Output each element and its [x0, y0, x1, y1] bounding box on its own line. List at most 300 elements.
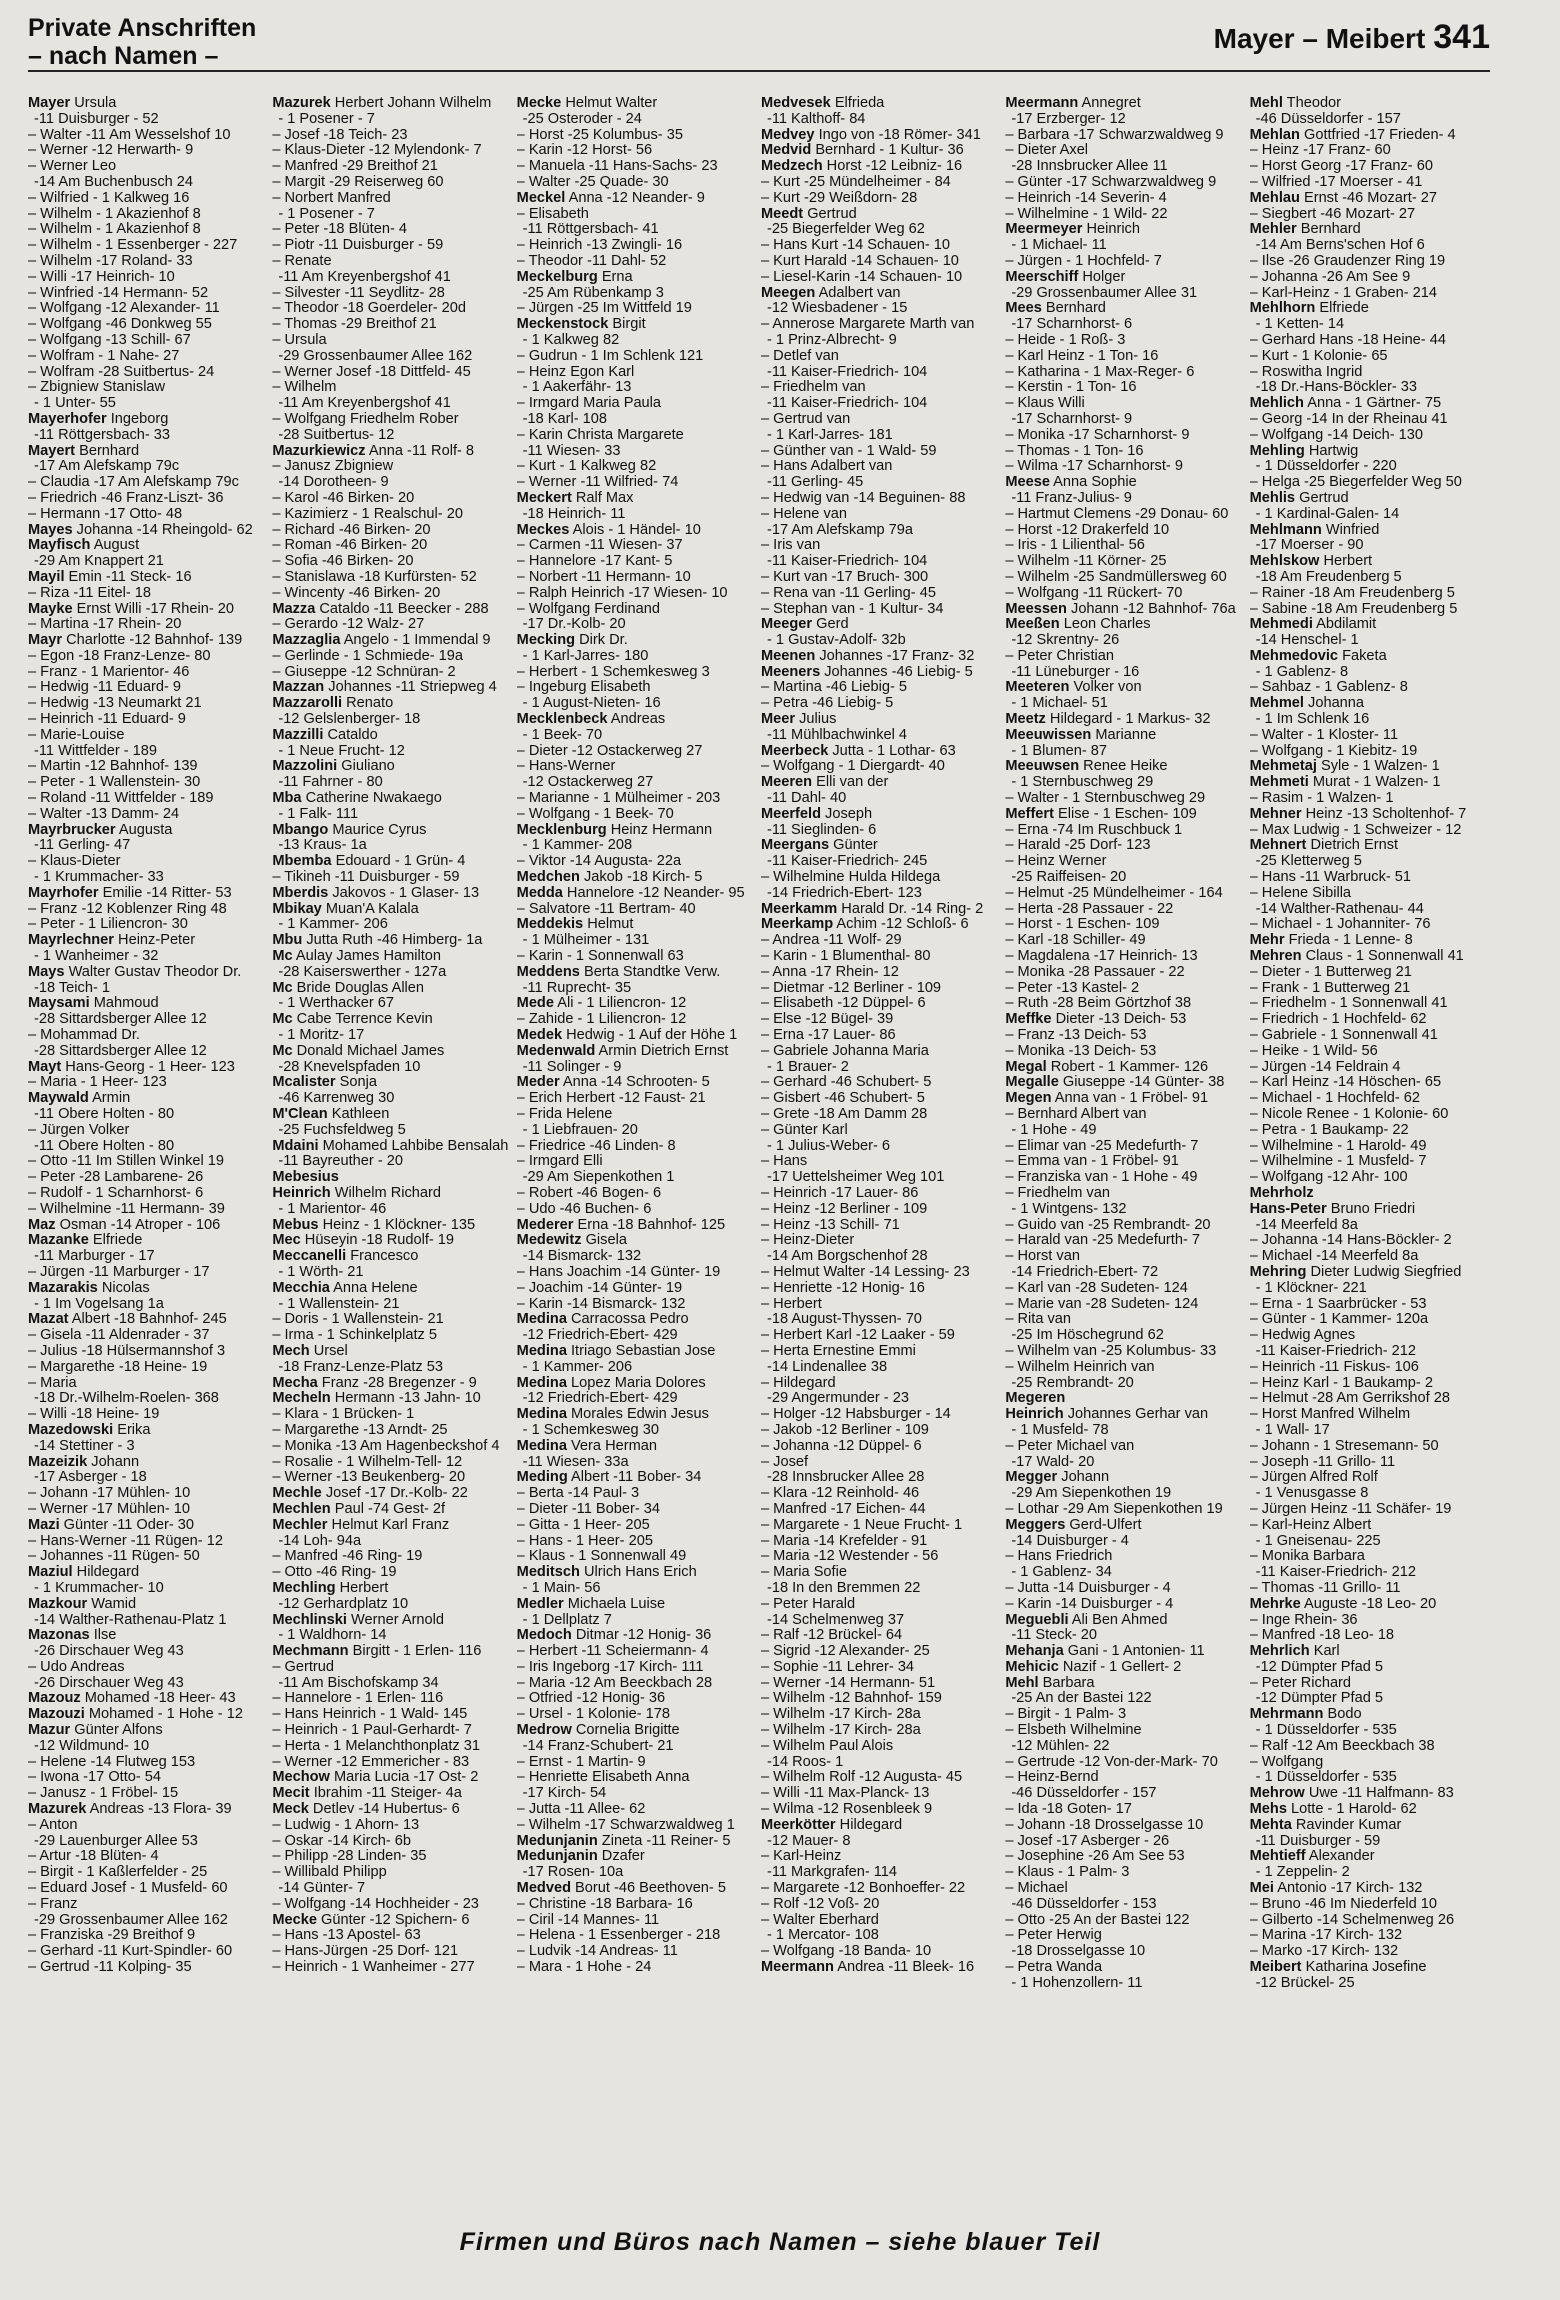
- entry-surname: Meding Albert -11 Bober- 34: [516, 1470, 702, 1486]
- entry-related: – Wilhelmine -11 Hermann- 39: [28, 1201, 225, 1217]
- entry-address: -11 Sieglinden- 6: [766, 822, 877, 838]
- entry-address: -11 Fahrner - 80: [278, 775, 383, 791]
- entry-related: – Heinz Karl - 1 Baukamp- 2: [1249, 1375, 1433, 1391]
- entry-related: – Elisabeth: [516, 206, 589, 222]
- entry-related: – Norbert Manfred: [272, 190, 391, 206]
- entry-related: – Kurt -25 Mündelheimer - 84: [760, 174, 951, 190]
- entry-surname: Meck Detlev -14 Hubertus- 6: [272, 1802, 460, 1818]
- entry-related: – Heinrich -14 Severin- 4: [1005, 190, 1167, 206]
- entry-surname: Mazzaglia Angelo - 1 Immendal 9: [272, 633, 491, 649]
- entry-related: – Frank - 1 Butterweg 21: [1249, 980, 1411, 996]
- entry-related: – Irma - 1 Schinkelplatz 5: [272, 1328, 437, 1344]
- entry-related: – Andrea -11 Wolf- 29: [760, 933, 902, 949]
- entry-related: – Günter -17 Schwarzwaldweg 9: [1005, 174, 1217, 190]
- entry-related: – Stanislawa -18 Kurfürsten- 52: [272, 569, 477, 585]
- entry-related: – Peter Herwig: [1005, 1928, 1102, 1944]
- entry-related: – Margarethe -18 Heine- 19: [28, 1359, 208, 1375]
- entry-related: – Karl -18 Schiller- 49: [1005, 933, 1146, 949]
- entry-related: – Klaus-Dieter: [28, 854, 121, 870]
- entry-address: - 1 Liebfrauen- 20: [522, 1122, 638, 1138]
- entry-related: – Michael: [1005, 1881, 1068, 1897]
- listing-column-6: [1250, 96, 1490, 2206]
- entry-address: - 1 Wall- 17: [1255, 1422, 1330, 1438]
- entry-address: -14 Bismarck- 132: [522, 1249, 642, 1265]
- entry-address: -11 Bayreuther - 20: [278, 1154, 403, 1170]
- entry-surname: Mecklenbeck Andreas: [516, 712, 666, 728]
- entry-related: – Julius -18 Hülsermannshof 3: [28, 1343, 226, 1359]
- entry-related: – Christine -18 Barbara- 16: [516, 1896, 693, 1912]
- page-running-head: [1214, 18, 1490, 57]
- entry-related: – Ida -18 Goten- 17: [1005, 1802, 1132, 1818]
- entry-related: – Irmgard Maria Paula: [516, 396, 662, 412]
- entry-related: – Birgit - 1 Palm- 3: [1005, 1707, 1127, 1723]
- entry-surname: Mech Ursel: [272, 1343, 348, 1359]
- entry-related: – Sigrid -12 Alexander- 25: [760, 1644, 930, 1660]
- entry-related: – Wilfried - 1 Kalkweg 16: [28, 190, 190, 206]
- entry-related: – Eduard Josef - 1 Musfeld- 60: [28, 1881, 228, 1897]
- entry-related: – Josef: [760, 1454, 809, 1470]
- entry-address: -25 Raiffeisen- 20: [1011, 870, 1127, 886]
- listing-column-1: [28, 96, 268, 2206]
- entry-related: – Franz - 1 Marientor- 46: [28, 664, 190, 680]
- entry-related: – Annerose Margarete Marth van: [760, 317, 975, 333]
- entry-related: – Helmut -25 Mündelheimer - 164: [1005, 885, 1223, 901]
- entry-related: – Jürgen -14 Feldrain 4: [1249, 1059, 1401, 1075]
- entry-related: – Dieter -11 Bober- 34: [516, 1501, 660, 1517]
- entry-surname: Mazzarolli Renato: [272, 696, 394, 712]
- entry-surname: Mechlinski Werner Arnold: [272, 1612, 445, 1628]
- entry-related: – Ludvik -14 Andreas- 11: [516, 1944, 678, 1960]
- entry-related: – Manfred -18 Leo- 18: [1249, 1628, 1395, 1644]
- section-heading: [28, 14, 256, 70]
- entry-related: – Monika -17 Scharnhorst- 9: [1005, 427, 1190, 443]
- entry-surname: Mbango Maurice Cyrus: [272, 822, 427, 838]
- entry-address: - 1 Kammer- 206: [522, 1359, 633, 1375]
- entry-surname: Mayke Ernst Willi -17 Rhein- 20: [28, 601, 235, 617]
- entry-address: -29 Lauenburger Allee 53: [34, 1833, 198, 1849]
- entry-related: – Wilhelm -25 Sandmüllersweg 60: [1005, 569, 1227, 585]
- entry-surname: Meckel Anna -12 Neander- 9: [516, 190, 705, 206]
- entry-related: – Wolfgang - 1 Kiebitz- 19: [1249, 743, 1418, 759]
- entry-related: – Wolfgang -18 Banda- 10: [760, 1944, 932, 1960]
- entry-address: - 1 Kalkweg 82: [522, 332, 620, 348]
- entry-surname: Mees Bernhard: [1005, 301, 1106, 317]
- entry-address: - 1 Zeppelin- 2: [1255, 1865, 1350, 1881]
- entry-address: -14 Schelmenweg 37: [766, 1612, 905, 1628]
- entry-related: – Peter Harald: [760, 1596, 856, 1612]
- entry-address: - 1 Klöckner- 221: [1255, 1280, 1367, 1296]
- entry-related: – Philipp -28 Linden- 35: [272, 1849, 427, 1865]
- entry-surname: Mehrholz: [1249, 1185, 1314, 1201]
- entry-related: – Berta -14 Paul- 3: [516, 1486, 640, 1502]
- entry-related: – Otto -25 An der Bastei 122: [1005, 1912, 1190, 1928]
- entry-related: – Friedhelm - 1 Sonnenwall 41: [1249, 996, 1448, 1012]
- entry-related: – Petra Wanda: [1005, 1960, 1103, 1976]
- entry-related: – Hannelore -17 Kant- 5: [516, 554, 673, 570]
- entry-surname: Mehlhorn Elfriede: [1249, 301, 1369, 317]
- entry-surname: Meeners Johannes -46 Liebig- 5: [760, 664, 973, 680]
- entry-surname: Meckelburg Erna: [516, 269, 633, 285]
- entry-surname: Mechling Herbert: [272, 1580, 389, 1596]
- entry-related: – Wilhelm -17 Kirch- 28a: [760, 1707, 921, 1723]
- entry-surname: Mehren Claus - 1 Sonnenwall 41: [1249, 949, 1464, 965]
- entry-surname: Heinrich Wilhelm Richard: [272, 1185, 442, 1201]
- entry-address: - 1 Karl-Jarres- 180: [522, 648, 649, 664]
- entry-surname: Megalle Giuseppe -14 Günter- 38: [1005, 1075, 1225, 1091]
- entry-related: – Martina -46 Liebig- 5: [760, 680, 908, 696]
- entry-related: – Wolfgang -46 Donkweg 55: [28, 317, 212, 333]
- entry-related: – Günther van - 1 Wald- 59: [760, 443, 937, 459]
- entry-surname: Medewitz Gisela: [516, 1233, 627, 1249]
- entry-surname: Mazeizik Johann: [28, 1454, 140, 1470]
- entry-address: -11 Kaiser-Friedrich- 104: [766, 554, 928, 570]
- entry-related: – Wilhelm -17 Roland- 33: [28, 253, 193, 269]
- entry-related: – Karl van -28 Sudeten- 124: [1005, 1280, 1188, 1296]
- entry-address: - 1 Moritz- 17: [278, 1028, 365, 1044]
- entry-related: – Willi -11 Max-Planck- 13: [760, 1786, 930, 1802]
- entry-related: – Heinrich -11 Fiskus- 106: [1249, 1359, 1419, 1375]
- entry-surname: Medina Morales Edwin Jesus: [516, 1407, 709, 1423]
- entry-related: – Heinz-Dieter: [760, 1233, 855, 1249]
- entry-related: – Heide - 1 Roß- 3: [1005, 332, 1126, 348]
- entry-address: -11 Markgrafen- 114: [766, 1865, 898, 1881]
- entry-surname: Mehner Heinz -13 Scholtenhof- 7: [1249, 806, 1467, 822]
- entry-related: – Elimar van -25 Medefurth- 7: [1005, 1138, 1199, 1154]
- entry-related: – Wilhelmine - 1 Musfeld- 7: [1249, 1154, 1427, 1170]
- entry-related: – Friedhelm van: [760, 380, 866, 396]
- entry-address: -26 Dirschauer Weg 43: [34, 1644, 184, 1660]
- entry-address: -14 Meerfeld 8a: [1255, 1217, 1358, 1233]
- entry-address: -14 Henschel- 1: [1255, 633, 1359, 649]
- entry-surname: Medda Hannelore -12 Neander- 95: [516, 885, 745, 901]
- entry-surname: Mazzan Johannes -11 Striepweg 4: [272, 680, 497, 696]
- entry-related: – Stephan van - 1 Kultur- 34: [760, 601, 944, 617]
- entry-surname: Hans-Peter Bruno Friedri: [1249, 1201, 1416, 1217]
- entry-related: – Udo Andreas: [28, 1659, 125, 1675]
- entry-surname: Mechler Helmut Karl Franz: [272, 1517, 450, 1533]
- entry-related: – Hartmut Clemens -29 Donau- 60: [1005, 506, 1229, 522]
- entry-surname: Mecke Helmut Walter: [516, 96, 658, 111]
- entry-surname: Mecheln Hermann -13 Jahn- 10: [272, 1391, 481, 1407]
- entry-related: – Peter -18 Blüten- 4: [272, 222, 407, 238]
- entry-related: – Werner -14 Hermann- 51: [760, 1675, 936, 1691]
- entry-surname: Mays Walter Gustav Theodor Dr.: [28, 964, 242, 980]
- entry-related: – Otto -46 Ring- 19: [272, 1565, 397, 1581]
- entry-related: – Franziska -29 Breithof 9: [28, 1928, 196, 1944]
- entry-related: – Karl-Heinz - 1 Graben- 214: [1249, 285, 1438, 301]
- entry-related: – Margarethe -13 Arndt- 25: [272, 1422, 448, 1438]
- entry-related: – Rita van: [1005, 1312, 1072, 1328]
- entry-related: – Robert -46 Bogen- 6: [516, 1185, 662, 1201]
- entry-related: – Jakob -12 Berliner - 109: [760, 1422, 929, 1438]
- entry-address: -25 Im Höschegrund 62: [1011, 1328, 1164, 1344]
- entry-related: – Hedwig -13 Neumarkt 21: [28, 696, 202, 712]
- entry-surname: Mehrlich Karl: [1249, 1644, 1340, 1660]
- entry-address: -11 Marburger - 17: [34, 1249, 155, 1265]
- entry-related: – Joseph -11 Grillo- 11: [1249, 1454, 1396, 1470]
- entry-surname: Mazat Albert -18 Bahnhof- 245: [28, 1312, 227, 1328]
- entry-address: -11 Gerling- 45: [766, 475, 864, 491]
- entry-related: – Peter Michael van: [1005, 1438, 1135, 1454]
- entry-surname: Mazonas Ilse: [28, 1628, 117, 1644]
- entry-related: – Karl-Heinz: [760, 1849, 842, 1865]
- entry-address: - 1 Prinz-Albrecht- 9: [766, 332, 897, 348]
- entry-related: – Margarete -12 Bonhoeffer- 22: [760, 1881, 966, 1897]
- entry-surname: Mcalister Sonja: [272, 1075, 377, 1091]
- entry-related: – Franz: [28, 1896, 78, 1912]
- entry-address: -17 Rosen- 10a: [522, 1865, 624, 1881]
- entry-surname: Meeßen Leon Charles: [1005, 617, 1151, 633]
- entry-related: – Oskar -14 Kirch- 6b: [272, 1833, 412, 1849]
- entry-related: – Manfred -29 Breithof 21: [272, 159, 438, 175]
- entry-related: – Hans -13 Apostel- 63: [272, 1928, 421, 1944]
- entry-related: – Iris van: [760, 538, 821, 554]
- entry-related: – Jürgen Heinz -11 Schäfer- 19: [1249, 1501, 1452, 1517]
- entry-related: – Horst -12 Drakerfeld 10: [1005, 522, 1170, 538]
- entry-related: – Giuseppe -12 Schnüran- 2: [272, 664, 456, 680]
- entry-related: – Viktor -14 Augusta- 22a: [516, 854, 682, 870]
- entry-related: – Thomas -11 Grillo- 11: [1249, 1580, 1401, 1596]
- entry-surname: Mazza Cataldo -11 Beecker - 288: [272, 601, 489, 617]
- entry-related: – Otto -11 Im Stillen Winkel 19: [28, 1154, 225, 1170]
- entry-related: – Holger -12 Habsburger - 14: [760, 1407, 951, 1423]
- entry-related: – Erna - 1 Saarbrücker - 53: [1249, 1296, 1427, 1312]
- entry-surname: Mayert Bernhard: [28, 443, 140, 459]
- entry-surname: Mehlis Gertrud: [1249, 490, 1349, 506]
- entry-related: – Rosalie - 1 Wilhelm-Tell- 12: [272, 1454, 463, 1470]
- entry-address: - 1 Mülheimer - 131: [522, 933, 650, 949]
- entry-address: -11 Röttgersbach- 33: [34, 427, 171, 443]
- entry-address: -14 Am Buchenbusch 24: [34, 174, 194, 190]
- section-heading-line1: Private Anschriften: [28, 14, 257, 42]
- entry-related: – Herta Ernestine Emmi: [760, 1343, 916, 1359]
- entry-related: – Ruth -28 Beim Görtzhof 38: [1005, 996, 1192, 1012]
- entry-related: – Wolfgang -14 Hochheider - 23: [272, 1896, 479, 1912]
- entry-related: – Hans-Werner: [516, 759, 616, 775]
- entry-related: – Gabriele Johanna Maria: [760, 1043, 929, 1059]
- entry-surname: Meerschiff Holger: [1005, 269, 1126, 285]
- entry-address: -12 Brückel- 25: [1255, 1975, 1355, 1991]
- entry-address: - 1 Gneisenau- 225: [1255, 1533, 1381, 1549]
- entry-address: -18 Heinrich- 11: [522, 506, 626, 522]
- entry-related: – Gisbert -46 Schubert- 5: [760, 1091, 925, 1107]
- entry-related: – Dieter -12 Ostackerweg 27: [516, 743, 703, 759]
- entry-address: -18 In den Bremmen 22: [766, 1580, 921, 1596]
- entry-related: – Rudolf - 1 Scharnhorst- 6: [28, 1185, 204, 1201]
- entry-related: – Theodor -18 Goerdeler- 20d: [272, 301, 466, 317]
- entry-related: – Doris - 1 Wallenstein- 21: [272, 1312, 444, 1328]
- entry-related: – Manfred -46 Ring- 19: [272, 1549, 423, 1565]
- entry-address: -14 Walther-Rathenau- 44: [1255, 901, 1424, 917]
- entry-related: – Gerhard -46 Schubert- 5: [760, 1075, 932, 1091]
- entry-surname: Meckenstock Birgit: [516, 317, 646, 333]
- entry-related: – Zahide - 1 Liliencron- 12: [516, 1012, 687, 1028]
- entry-address: -28 Sittardsberger Allee 12: [34, 1012, 207, 1028]
- entry-surname: Mec Hüseyin -18 Rudolf- 19: [272, 1233, 455, 1249]
- entry-related: – Gisela -11 Aldenrader - 37: [28, 1328, 210, 1344]
- entry-surname: Mechle Josef -17 Dr.-Kolb- 22: [272, 1486, 468, 1502]
- section-heading-line2: – nach Namen –: [28, 42, 219, 70]
- entry-related: – Heinz -12 Berliner - 109: [760, 1201, 928, 1217]
- entry-related: – Hermann -17 Otto- 48: [28, 506, 183, 522]
- entry-address: -18 Drosselgasse 10: [1011, 1944, 1146, 1960]
- entry-surname: Mayer Ursula: [28, 96, 117, 111]
- entry-related: – Janusz - 1 Fröbel- 15: [28, 1786, 179, 1802]
- entry-related: – Dietmar -12 Berliner - 109: [760, 980, 942, 996]
- entry-address: -11 Obere Holten - 80: [34, 1107, 175, 1122]
- entry-surname: Mayr Charlotte -12 Bahnhof- 139: [28, 633, 243, 649]
- entry-surname: Mc Cabe Terrence Kevin: [272, 1012, 433, 1028]
- entry-related: – Otfried -12 Honig- 36: [516, 1691, 666, 1707]
- entry-related: – Bruno -46 Im Niederfeld 10: [1249, 1896, 1438, 1912]
- entry-related: – Maria - 1 Heer- 123: [28, 1075, 167, 1091]
- entry-related: – Werner -12 Herwarth- 9: [28, 143, 194, 159]
- entry-related: – Friedrich - 1 Hochfeld- 62: [1249, 1012, 1427, 1028]
- entry-surname: Medchen Jakob -18 Kirch- 5: [516, 870, 703, 886]
- entry-related: – Wolfgang: [1249, 1754, 1324, 1770]
- entry-address: -14 Dorotheen- 9: [278, 475, 389, 491]
- entry-address: -12 Dümpter Pfad 5: [1255, 1691, 1383, 1707]
- entry-related: – Heinrich -17 Lauer- 86: [760, 1185, 919, 1201]
- entry-surname: Mehrke Auguste -18 Leo- 20: [1249, 1596, 1437, 1612]
- entry-surname: Meeren Elli van der: [760, 775, 889, 791]
- entry-address: -11 Solinger - 9: [522, 1059, 622, 1075]
- entry-surname: Mehta Ravinder Kumar: [1249, 1817, 1402, 1833]
- entry-related: – Herta - 1 Melanchthonplatz 31: [272, 1738, 481, 1754]
- entry-surname: Medler Michaela Luise: [516, 1596, 666, 1612]
- entry-related: – Wilhelm Rolf -12 Augusta- 45: [760, 1770, 963, 1786]
- entry-address: - 1 Gablenz- 8: [1255, 664, 1349, 680]
- entry-surname: Meibert Katharina Josefine: [1249, 1960, 1427, 1976]
- entry-related: – Rena van -11 Gerling- 45: [760, 585, 936, 601]
- entry-surname: Mazarakis Nicolas: [28, 1280, 150, 1296]
- entry-related: – Hildegard: [760, 1375, 836, 1391]
- entry-address: -11 Franz-Julius- 9: [1011, 490, 1132, 506]
- entry-address: -11 Am Bischofskamp 34: [278, 1675, 439, 1691]
- entry-related: – Herta -28 Passauer - 22: [1005, 901, 1174, 917]
- entry-address: - 1 Waldhorn- 14: [278, 1628, 387, 1644]
- entry-surname: Medvey Ingo von -18 Römer- 341: [760, 127, 981, 143]
- entry-surname: Megen Anna van - 1 Fröbel- 91: [1005, 1091, 1209, 1107]
- entry-related: – Wolfgang Friedhelm Rober: [272, 411, 459, 427]
- entry-related: – Josephine -26 Am See 53: [1005, 1849, 1185, 1865]
- entry-related: – Martina -17 Rhein- 20: [28, 617, 182, 633]
- entry-related: – Artur -18 Blüten- 4: [28, 1849, 159, 1865]
- entry-surname: Meedt Gertrud: [760, 206, 857, 222]
- entry-related: – Hans Kurt -14 Schauen- 10: [760, 238, 951, 254]
- entry-address: -11 Am Kreyenbergshof 41: [278, 269, 451, 285]
- entry-address: - 1 Neue Frucht- 12: [278, 743, 405, 759]
- entry-address: - 1 Wanheimer - 32: [34, 949, 159, 965]
- entry-related: – Jürgen - 1 Hochfeld- 7: [1005, 253, 1162, 269]
- entry-related: – Wolfgang - 1 Beek- 70: [516, 806, 674, 822]
- entry-surname: Meessen Johann -12 Bahnhof- 76a: [1005, 601, 1236, 617]
- entry-surname: Mebus Heinz - 1 Klöckner- 135: [272, 1217, 476, 1233]
- entry-surname: Meffert Elise - 1 Eschen- 109: [1005, 806, 1197, 822]
- entry-related: – Heinz-Bernd: [1005, 1770, 1099, 1786]
- entry-address: -17 Am Alefskamp 79c: [34, 459, 180, 475]
- entry-related: – Walter - 1 Sternbuschweg 29: [1005, 791, 1206, 807]
- entry-related: – Johann - 1 Stresemann- 50: [1249, 1438, 1439, 1454]
- entry-related: – Piotr -11 Duisburger - 59: [272, 238, 444, 254]
- entry-related: – Heinz -17 Franz- 60: [1249, 143, 1391, 159]
- entry-related: – Wilhelmine Hulda Hildega: [760, 870, 941, 886]
- entry-related: – Herbert Karl -12 Laaker - 59: [760, 1328, 955, 1344]
- entry-surname: Mecke Günter -12 Spichern- 6: [272, 1912, 470, 1928]
- entry-related: – Guido van -25 Rembrandt- 20: [1005, 1217, 1211, 1233]
- entry-surname: Meer Julius: [760, 712, 837, 728]
- entry-address: - 1 Krummacher- 33: [34, 870, 164, 886]
- entry-related: – Jürgen -25 Im Wittfeld 19: [516, 301, 692, 317]
- entry-surname: Meder Anna -14 Schrooten- 5: [516, 1075, 710, 1091]
- footer-note: Firmen und Büros nach Namen – siehe blauer Teil: [459, 2228, 1101, 2256]
- entry-related: – Michael - 1 Hochfeld- 62: [1249, 1091, 1420, 1107]
- entry-surname: Medina Vera Herman: [516, 1438, 657, 1454]
- entry-surname: Mehl Theodor: [1249, 96, 1342, 111]
- entry-address: -11 Gerling- 47: [34, 838, 131, 854]
- entry-surname: Mecking Dirk Dr.: [516, 633, 628, 649]
- entry-related: – Karin - 1 Sonnenwall 63: [516, 949, 684, 965]
- entry-surname: Meermann Andrea -11 Bleek- 16: [760, 1960, 975, 1976]
- entry-address: - 1 Kammer- 208: [522, 838, 633, 854]
- entry-related: – Ciril -14 Mannes- 11: [516, 1912, 660, 1928]
- entry-related: – Gerlinde - 1 Schmiede- 19a: [272, 648, 463, 664]
- entry-related: – Sabine -18 Am Freudenberg 5: [1249, 601, 1458, 617]
- entry-related: – Marina -17 Kirch- 132: [1249, 1928, 1403, 1944]
- entry-related: – Zbigniew Stanislaw: [28, 380, 166, 396]
- entry-surname: Mehr Frieda - 1 Lenne- 8: [1249, 933, 1413, 949]
- entry-related: – Helga -25 Biegerfelder Weg 50: [1249, 475, 1462, 491]
- entry-related: – Udo -46 Buchen- 6: [516, 1201, 652, 1217]
- entry-address: - 1 Musfeld- 78: [1011, 1422, 1109, 1438]
- header-rule: [28, 70, 1490, 72]
- entry-related: – Emma van - 1 Fröbel- 91: [1005, 1154, 1179, 1170]
- entry-related: – Josef -17 Asberger - 26: [1005, 1833, 1170, 1849]
- entry-related: – Petra - 1 Baukamp- 22: [1249, 1122, 1409, 1138]
- entry-surname: Mazkour Wamid: [28, 1596, 137, 1612]
- entry-address: -11 Duisburger - 59: [1255, 1833, 1381, 1849]
- entry-address: -11 Kaiser-Friedrich- 104: [766, 364, 928, 380]
- entry-address: -11 Kaiser-Friedrich- 245: [766, 854, 928, 870]
- entry-related: – Heinz -13 Schill- 71: [760, 1217, 900, 1233]
- entry-related: – Gudrun - 1 Im Schlenk 121: [516, 348, 704, 364]
- entry-surname: Meeger Gerd: [760, 617, 849, 633]
- entry-address: -17 Erzberger- 12: [1011, 111, 1126, 127]
- entry-surname: Mazzilli Cataldo: [272, 727, 378, 743]
- entry-related: – Roswitha Ingrid: [1249, 364, 1363, 380]
- entry-address: -25 Am Rübenkamp 3: [522, 285, 664, 301]
- entry-address: -17 Am Alefskamp 79a: [766, 522, 913, 538]
- entry-address: -11 Duisburger - 52: [34, 111, 159, 127]
- entry-related: – Jutta -14 Duisburger - 4: [1005, 1580, 1171, 1596]
- entry-surname: Meggers Gerd-Ulfert: [1005, 1517, 1142, 1533]
- entry-related: – Franz -12 Koblenzer Ring 48: [28, 901, 227, 917]
- entry-related: – Kurt Harald -14 Schauen- 10: [760, 253, 959, 269]
- entry-surname: Mazouzi Mohamed - 1 Hohe - 12: [28, 1707, 243, 1723]
- entry-related: – Hans Joachim -14 Günter- 19: [516, 1264, 721, 1280]
- entry-related: – Margarete - 1 Neue Frucht- 1: [760, 1517, 963, 1533]
- entry-related: – Harald van -25 Medefurth- 7: [1005, 1233, 1200, 1249]
- entry-related: – Maria -12 Westender - 56: [760, 1549, 939, 1565]
- entry-surname: Meeteren Volker von: [1005, 680, 1142, 696]
- entry-address: -11 Röttgersbach- 41: [522, 222, 659, 238]
- entry-related: – Maria Sofie: [760, 1565, 847, 1581]
- entry-related: – Klara -12 Reinhold- 46: [760, 1486, 920, 1502]
- entry-related: – Erna -17 Lauer- 86: [760, 1028, 896, 1044]
- entry-related: – Wolfgang -12 Alexander- 11: [28, 301, 220, 317]
- entry-related: – Johann -18 Drosselgasse 10: [1005, 1817, 1204, 1833]
- entry-surname: Mc Bride Douglas Allen: [272, 980, 425, 996]
